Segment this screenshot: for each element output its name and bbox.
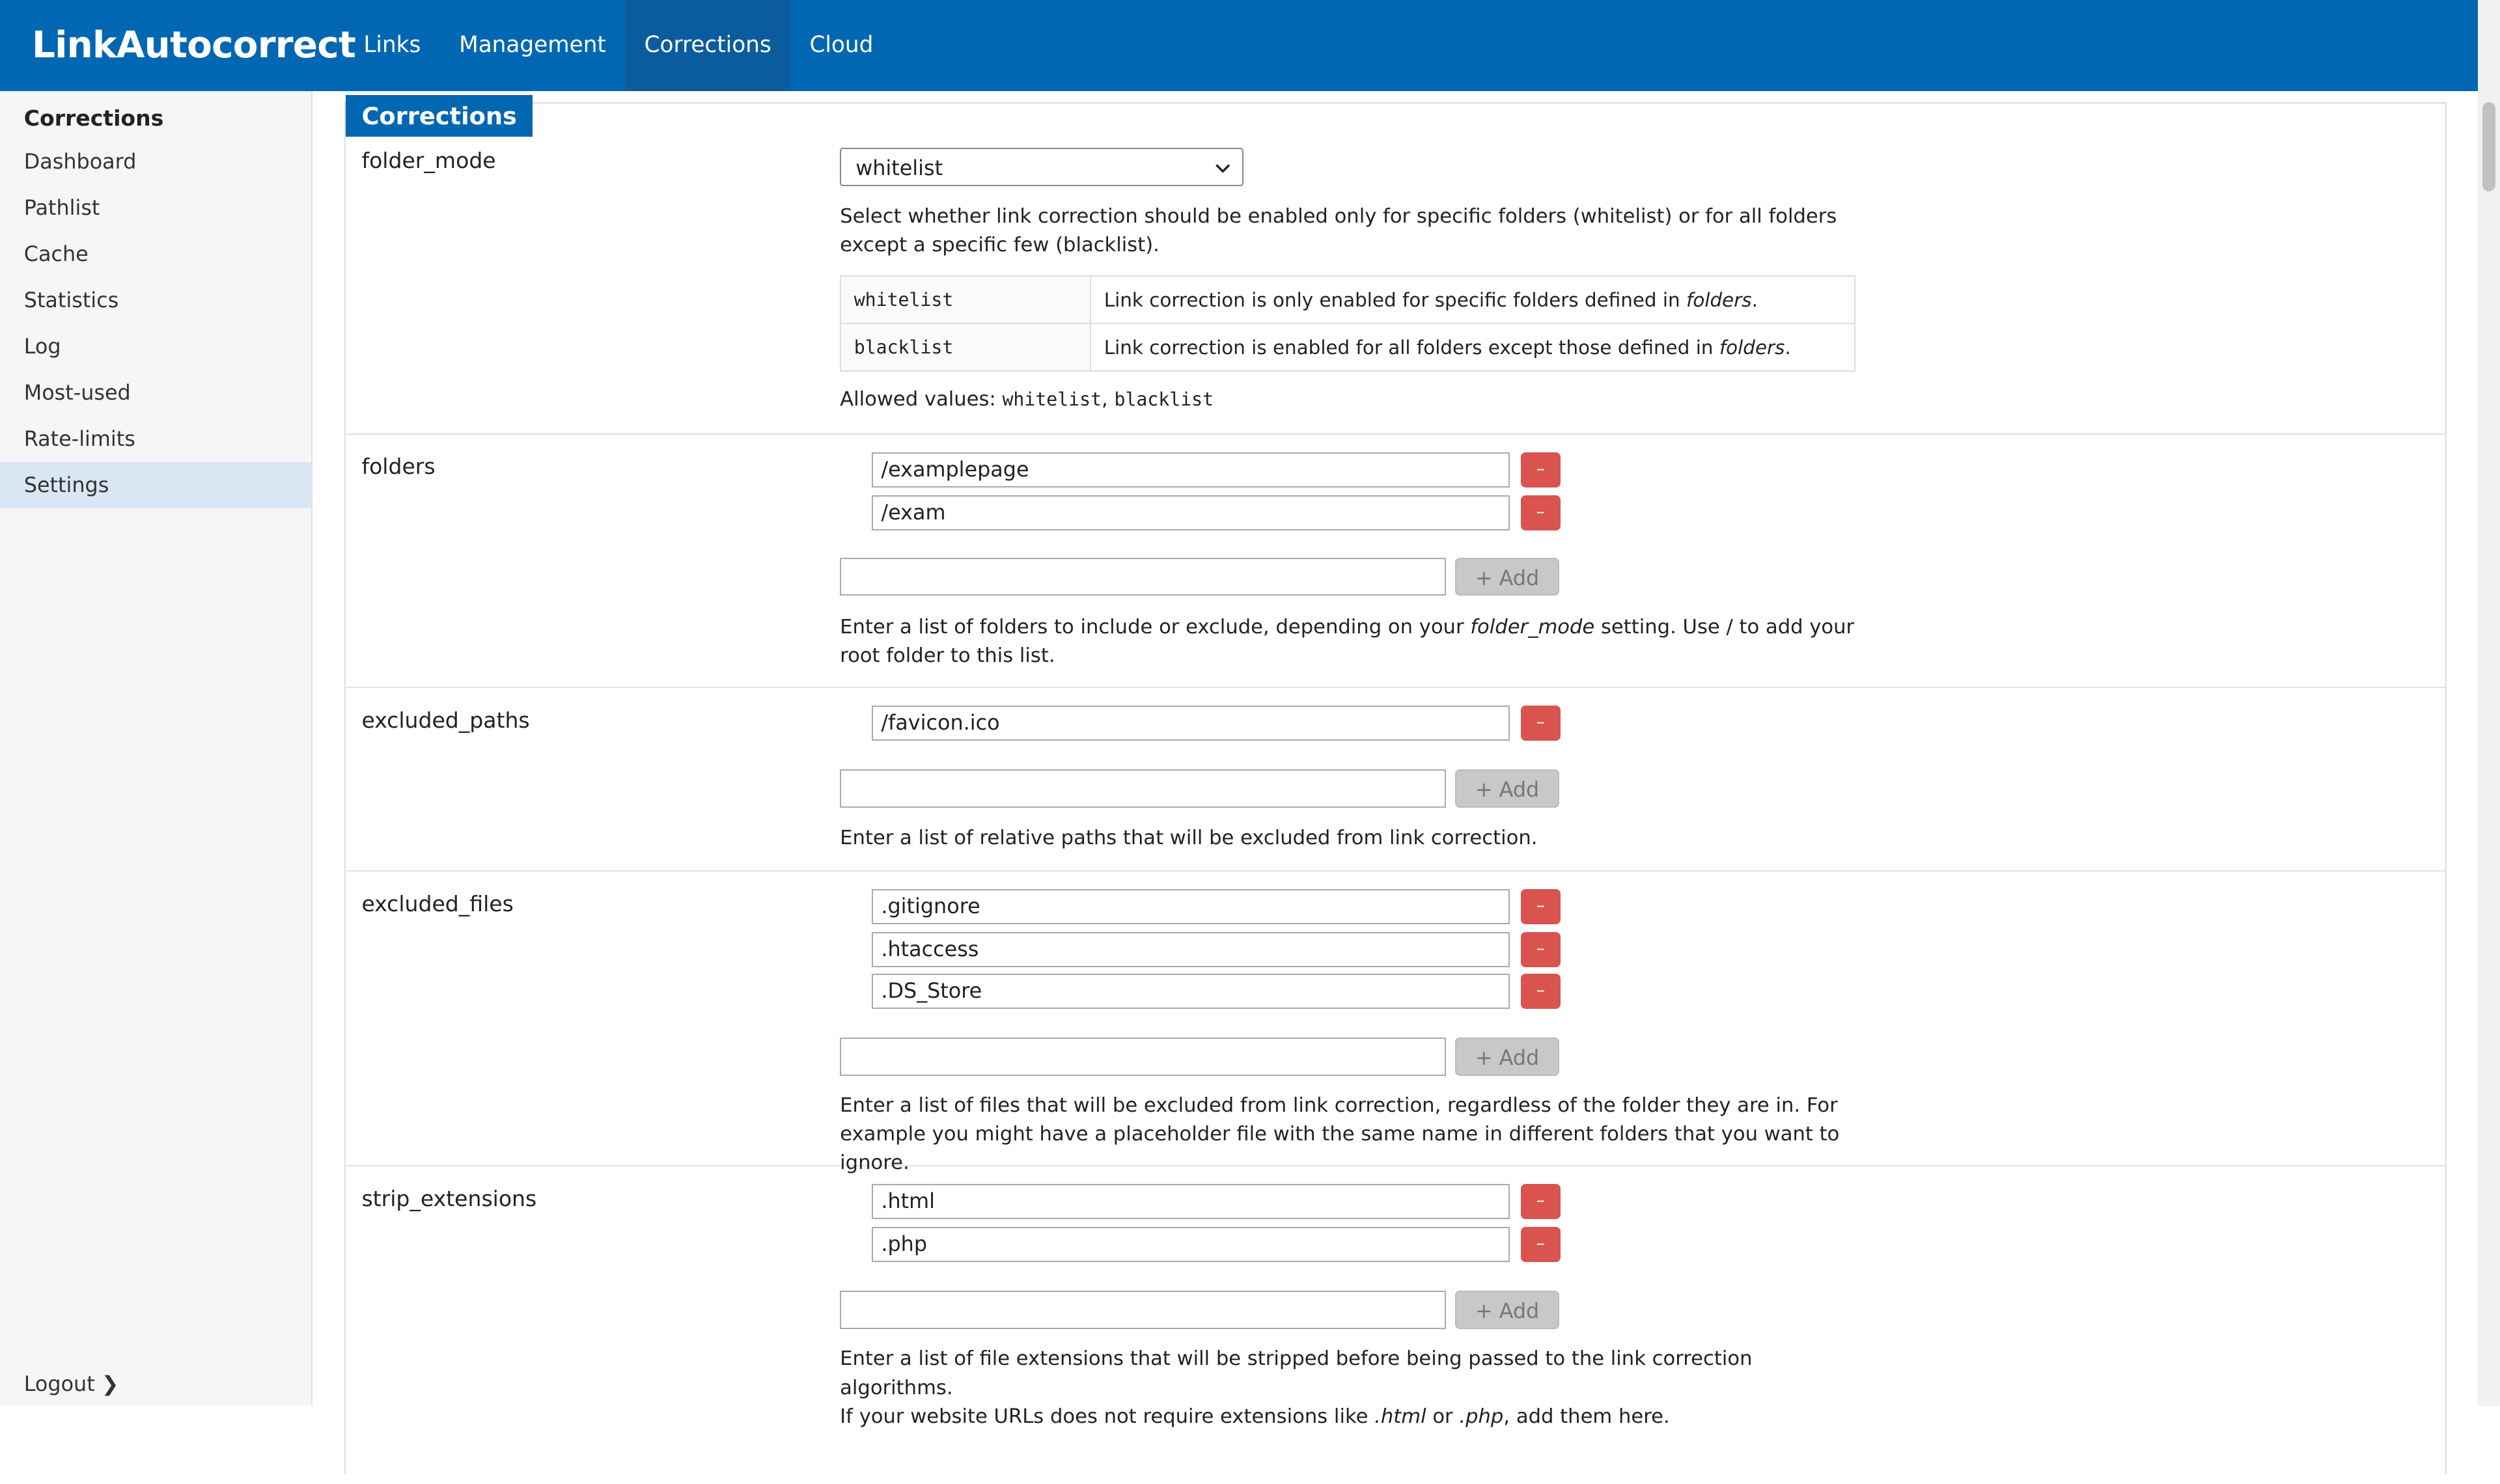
new-file-row [840,1037,1561,1076]
folder-entry-input[interactable]: /exam [872,495,1510,530]
settings-panel [344,102,2447,1474]
sidebar-item-log[interactable]: Log [23,333,61,359]
extension-input[interactable]: .html [872,1184,1510,1219]
list-item [872,706,1561,741]
excluded-file-input[interactable]: .gitignore [872,889,1510,924]
folders-hint: Enter a list of folders to include or exclude, depending on your folder_mode setting. Use / to add your root folder to this list. [840,616,1855,668]
add-folder-button[interactable]: + Add [1455,558,1559,596]
list-item [872,452,1561,488]
remove-button[interactable]: – [1521,1184,1561,1219]
main-content [344,91,2446,1428]
option-key: blacklist [840,323,1090,371]
sidebar-item-cache[interactable]: Cache [23,241,89,266]
panel-title: Corrections [346,95,533,137]
list-item [872,974,1561,1009]
list-item [872,932,1561,967]
sidebar-item-rate-limits[interactable]: Rate-limits [23,426,135,451]
allowed-values-table [840,275,1855,372]
excluded-paths-hint: Enter a list of relative paths that will be excluded from link correction. [840,826,1538,849]
setting-excluded-files [346,870,2445,1175]
nav-cloud[interactable]: Cloud [809,32,874,58]
setting-label: folders [361,454,436,480]
remove-button[interactable]: – [1521,706,1561,741]
excluded-file-input[interactable]: .htaccess [872,932,1510,967]
remove-button[interactable]: – [1521,495,1561,530]
sidebar-item-settings[interactable]: Settings [0,462,311,508]
folder-mode-select[interactable] [840,148,1243,186]
brand-logo[interactable]: LinkAutocorrect [31,24,356,67]
option-key: whitelist [840,276,1090,323]
scrollbar-thumb[interactable] [2482,102,2495,191]
sidebar-item-most-used[interactable]: Most-used [23,379,131,405]
allowed-values: Allowed values: whitelist, blacklist [840,387,1214,411]
add-path-button[interactable]: + Add [1455,769,1559,808]
excluded-file-input[interactable]: .DS_Store [872,974,1510,1009]
table-row [840,276,1855,323]
setting-folders [346,433,2445,688]
new-path-input[interactable] [840,769,1446,808]
new-file-input[interactable] [840,1037,1446,1076]
sidebar-item-statistics[interactable]: Statistics [23,287,119,312]
logout-link[interactable]: Logout ❯ [23,1371,119,1397]
remove-button[interactable]: – [1521,974,1561,1009]
setting-strip-extensions [346,1165,2445,1484]
option-description: Link correction is only enabled for specific folders defined in folders. [1090,276,1855,323]
remove-button[interactable]: – [1521,452,1561,488]
setting-label: excluded_paths [361,707,530,733]
setting-label: strip_extensions [361,1185,537,1211]
add-extension-button[interactable]: + Add [1455,1291,1559,1329]
setting-label: folder_mode [361,148,496,174]
sidebar-item-dashboard[interactable]: Dashboard [23,148,137,174]
folder-entry-input[interactable]: /examplepage [872,452,1510,488]
new-folder-row [840,558,1561,596]
list-item [872,1227,1561,1262]
remove-button[interactable]: – [1521,1227,1561,1262]
list-item [872,1184,1561,1219]
sidebar [0,91,312,1406]
extension-input[interactable]: .php [872,1227,1510,1262]
nav-management[interactable]: Management [459,32,606,58]
folder-mode-details [840,202,1860,411]
add-file-button[interactable]: + Add [1455,1037,1559,1076]
nav-links[interactable]: Links [363,32,421,58]
new-extension-input[interactable] [840,1291,1446,1329]
setting-excluded-paths [346,687,2445,872]
excluded-path-input[interactable]: /favicon.ico [872,706,1510,741]
list-item [872,889,1561,924]
select-value: whitelist [855,156,943,181]
new-extension-row [840,1291,1561,1329]
folder-mode-description: Select whether link correction should be enabled only for specific folders (whitelist) or for all folders except a specific few (blacklist). [840,204,1837,256]
list-item [872,495,1561,530]
nav-corrections[interactable]: Corrections [625,0,790,91]
sidebar-item-pathlist[interactable]: Pathlist [23,195,100,220]
new-path-row [840,769,1561,808]
remove-button[interactable]: – [1521,932,1561,967]
option-description: Link correction is enabled for all folders except those defined in folders. [1090,323,1855,371]
page-scrollbar[interactable] [2478,0,2500,1406]
chevron-down-icon [1215,149,1230,202]
setting-folder-mode [346,103,2445,435]
remove-button[interactable]: – [1521,889,1561,924]
new-folder-input[interactable] [840,558,1446,596]
strip-extensions-hint: Enter a list of file extensions that will be stripped before being passed to the link correction algorithms. If your website URLs does not require extensions like .html or .php, add them here. [840,1347,1753,1428]
setting-label: excluded_files [361,890,514,916]
table-row [840,323,1855,371]
top-navbar [0,0,2478,91]
sidebar-title: Corrections [23,105,164,131]
excluded-files-hint: Enter a list of files that will be excluded from link correction, regardless of the folder they are in. For example you might have a placeholder file with the same name in different folders that you want to ignore. [840,1094,1840,1175]
